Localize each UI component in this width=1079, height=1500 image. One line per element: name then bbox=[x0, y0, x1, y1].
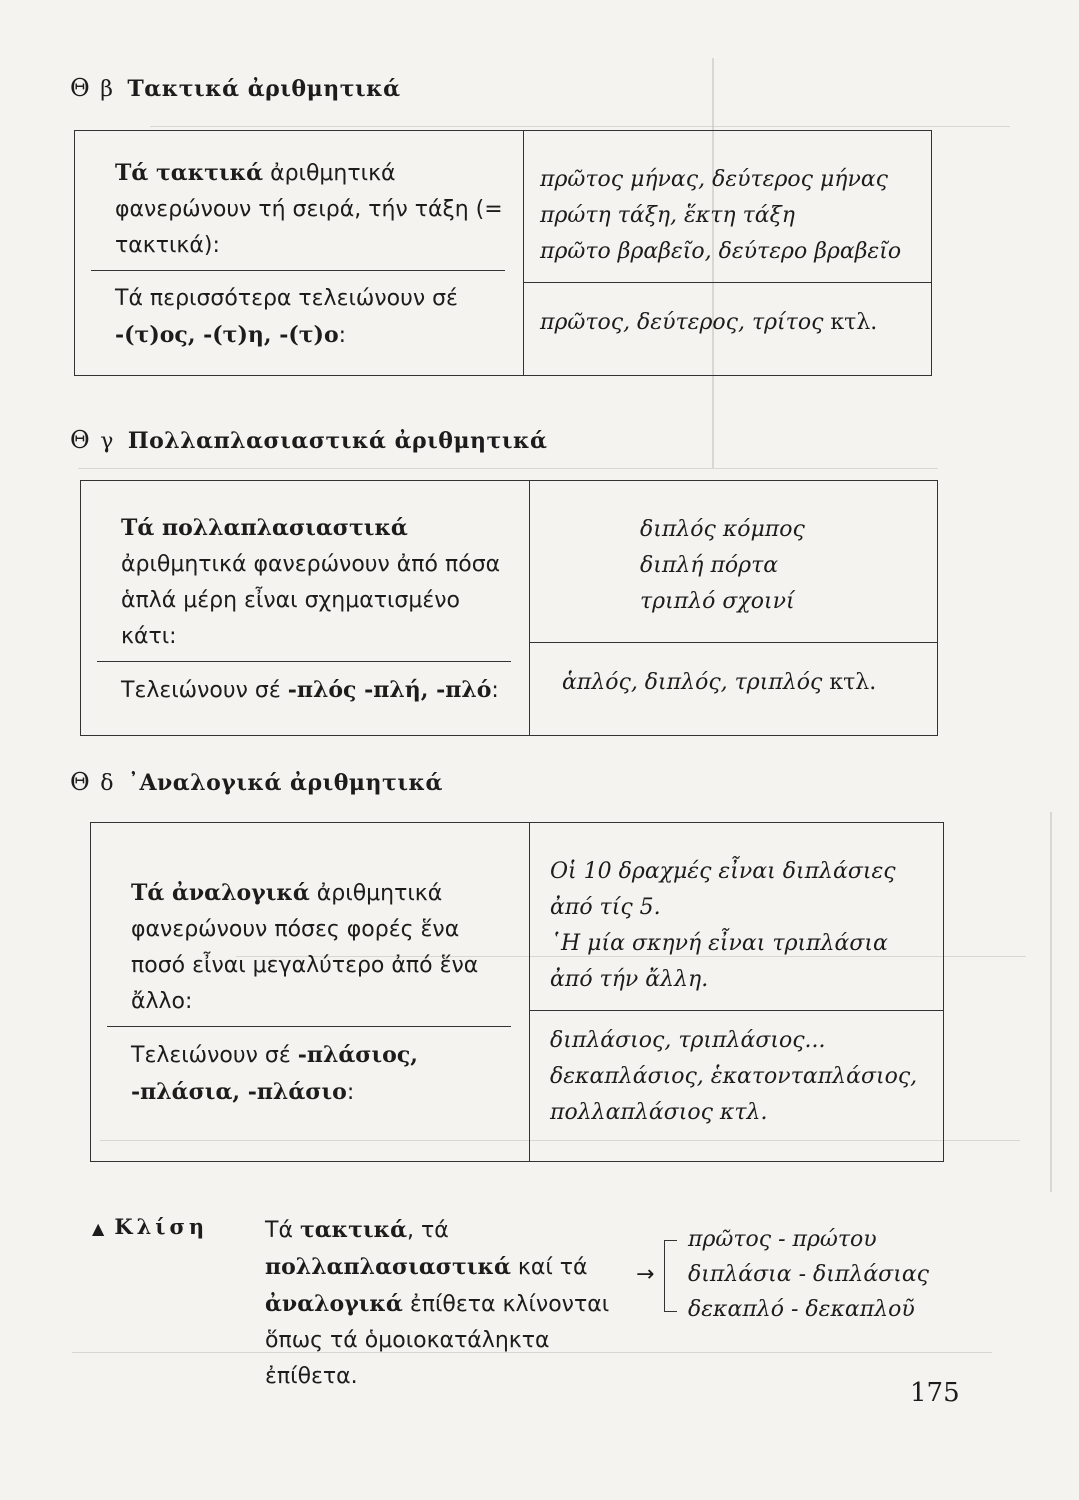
klisi-heading bbox=[92, 1214, 208, 1239]
definition-cell: Τά τακτικά ἀριθμητικά φανερώνουν τή σειρά, τήν τάξη (= τακτικά): Τά περισσότερα τελειώνουν σέ -(τ)ος, -(τ)η, -(τ)ο: bbox=[75, 131, 524, 376]
example-line: πρῶτος - πρώτου bbox=[688, 1227, 877, 1252]
example-line: τριπλό σχοινί bbox=[640, 588, 795, 614]
inner-rule bbox=[97, 661, 511, 662]
example-line: ἀπό τήν ἄλλη. bbox=[550, 966, 709, 992]
pollaplasiastika-table bbox=[80, 480, 938, 736]
examples-cell bbox=[524, 131, 932, 376]
bleed-rule bbox=[78, 468, 938, 469]
term-bold: Τά ἀναλογικά bbox=[131, 880, 310, 906]
ending-examples bbox=[530, 1011, 943, 1145]
example-line: ἀπό τίς 5. bbox=[550, 894, 661, 920]
section-title-pollaplasiastika bbox=[70, 426, 547, 454]
klisi-paragraph bbox=[265, 1212, 625, 1395]
table-row bbox=[81, 481, 938, 736]
example-line: διπλή πόρτα bbox=[640, 552, 779, 578]
section-letter: δ bbox=[100, 771, 114, 796]
example-line: ῾Η μία σκηνή εἶναι τριπλάσια bbox=[550, 930, 888, 956]
klisi-term: πολλαπλασιαστικά bbox=[265, 1254, 511, 1280]
analogika-table bbox=[90, 822, 944, 1162]
inner-rule bbox=[107, 1026, 511, 1027]
ending-examples bbox=[524, 283, 931, 361]
klisi-examples bbox=[688, 1222, 929, 1327]
klisi-text: καί τά bbox=[517, 1255, 588, 1280]
section-title-analogika bbox=[70, 768, 443, 796]
example-line: πρῶτος, δεύτερος, τρίτος bbox=[540, 309, 824, 335]
definition-cell: Τά πολλαπλασιαστικά ἀριθμητικά φανερώνουν ἀπό πόσα ἁπλά μέρη εἶναι σχηματισμένο κάτι: Τελειώνουν σέ -πλός -πλή, -πλό: bbox=[81, 481, 530, 736]
example-line: διπλάσιος, τριπλάσιος... δεκαπλάσιος, ἑκατονταπλάσιος, πολλαπλάσιος κτλ. bbox=[550, 1027, 918, 1125]
definition-cell: Τά ἀναλογικά ἀριθμητικά φανερώνουν πόσες φορές ἕνα ποσό εἶναι μεγαλύτερο ἀπό ἕνα ἄλλο: Τελειώνουν σέ -πλάσιος, -πλάσια, -πλάσιο: bbox=[91, 823, 530, 1162]
ending-suffix: -πλάσιος, -πλάσια, -πλάσιο bbox=[131, 1042, 418, 1105]
klisi-term: τακτικά bbox=[299, 1217, 408, 1243]
term-bold: Τά τακτικά bbox=[115, 159, 264, 186]
theta-marker: Θ bbox=[70, 768, 91, 796]
klisi-label: Κλίση bbox=[114, 1214, 209, 1239]
definition-text: ἀριθμητικά φανερώνουν ἀπό πόσα ἁπλά μέρη εἶναι σχηματισμένο κάτι: bbox=[121, 551, 501, 649]
arrow-right-icon: → bbox=[636, 1262, 655, 1287]
ending-suffix: -(τ)ος, -(τ)η, -(τ)ο bbox=[115, 321, 339, 348]
ending-text: Τελειώνουν σέ bbox=[131, 1043, 291, 1068]
theta-marker: Θ bbox=[70, 74, 91, 102]
ending-suffix: -πλός -πλή, -πλό bbox=[287, 676, 492, 703]
examples-cell bbox=[530, 823, 944, 1162]
example-line: διπλάσια - διπλάσιας bbox=[688, 1262, 930, 1287]
etc-label: κτλ. bbox=[830, 309, 878, 335]
example-line: ἁπλός, διπλός, τριπλός bbox=[562, 669, 823, 695]
etc-label: κτλ. bbox=[829, 669, 877, 695]
example-line: Οἱ 10 δραχμές εἶναι διπλάσιες bbox=[550, 858, 896, 884]
examples-block bbox=[530, 840, 943, 1011]
example-line: διπλός κόμπος bbox=[640, 516, 805, 542]
bracket-icon bbox=[664, 1240, 677, 1312]
definition-text: ἀριθμητικά φανερώνουν πόσες φορές ἕνα ποσό εἶναι μεγαλύτερο ἀπό ἕνα ἄλλο: bbox=[131, 881, 479, 1014]
table-row bbox=[75, 131, 932, 376]
section-heading: Πολλαπλασιαστικά ἀριθμητικά bbox=[127, 428, 548, 454]
klisi-text: ἐπίθετα κλίνονται ὅπως τά ὁμοιοκατάληκτα ἐπίθετα. bbox=[265, 1292, 610, 1389]
section-letter: γ bbox=[100, 429, 114, 454]
example-line: πρῶτος μήνας, δεύτερος μήνας bbox=[540, 166, 889, 192]
bleed-rule bbox=[150, 126, 1010, 127]
section-heading: ᾿Αναλογικά ἀριθμητικά bbox=[127, 770, 443, 796]
examples-block bbox=[524, 146, 931, 283]
section-letter: β bbox=[100, 77, 114, 102]
ending-text: Τελειώνουν σέ bbox=[121, 677, 281, 703]
example-line: δεκαπλό - δεκαπλοῦ bbox=[688, 1297, 915, 1322]
ending-text: Τά περισσότερα τελειώνουν σέ bbox=[115, 285, 458, 311]
page-number: 175 bbox=[910, 1378, 960, 1408]
section-title-taktika bbox=[70, 74, 401, 102]
triangle-icon: ▲ bbox=[92, 1219, 105, 1238]
examples-cell bbox=[530, 481, 938, 736]
table-row bbox=[91, 823, 944, 1162]
taktika-table bbox=[74, 130, 932, 376]
example-line: πρώτη τάξη, ἕκτη τάξη bbox=[540, 202, 795, 228]
klisi-text: , τά bbox=[407, 1218, 449, 1243]
ending-examples bbox=[530, 643, 937, 721]
inner-rule bbox=[91, 270, 505, 271]
section-heading: Τακτικά ἀριθμητικά bbox=[127, 76, 401, 102]
examples-block bbox=[530, 496, 937, 643]
klisi-term: ἀναλογικά bbox=[265, 1291, 403, 1317]
example-line: πρῶτο βραβεῖο, δεύτερο βραβεῖο bbox=[540, 238, 902, 264]
bleed-rule bbox=[1050, 812, 1052, 1192]
klisi-text: Τά bbox=[265, 1218, 293, 1243]
theta-marker: Θ bbox=[70, 426, 91, 454]
term-bold: Τά πολλαπλασιαστικά bbox=[121, 514, 408, 541]
definition-text: ἀριθμητικά φανερώνουν τή σειρά, τήν τάξη (= τακτικά): bbox=[115, 160, 503, 258]
